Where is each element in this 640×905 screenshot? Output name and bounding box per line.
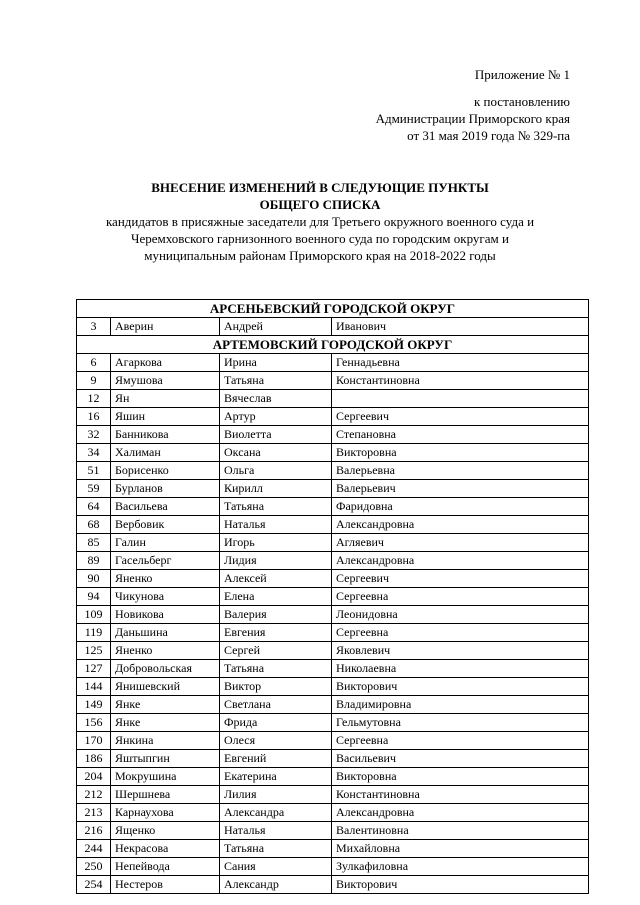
cell-name: Сергей [220, 642, 332, 660]
cell-patronymic: Владимировна [332, 696, 589, 714]
cell-number: 90 [77, 570, 111, 588]
cell-number: 85 [77, 534, 111, 552]
cell-number: 89 [77, 552, 111, 570]
cell-surname: Яненко [111, 570, 220, 588]
candidates-table [76, 299, 589, 894]
cell-surname: Некрасова [111, 840, 220, 858]
cell-name: Евгения [220, 624, 332, 642]
cell-name: Лидия [220, 552, 332, 570]
cell-surname: Даньшина [111, 624, 220, 642]
cell-name: Игорь [220, 534, 332, 552]
cell-patronymic: Сергеевна [332, 624, 589, 642]
cell-patronymic: Викторович [332, 678, 589, 696]
cell-name: Татьяна [220, 840, 332, 858]
table-row [77, 516, 589, 534]
cell-name: Алексей [220, 570, 332, 588]
cell-surname: Галин [111, 534, 220, 552]
cell-surname: Ян [111, 390, 220, 408]
cell-patronymic: Фаридовна [332, 498, 589, 516]
cell-patronymic: Иванович [332, 318, 589, 336]
cell-patronymic: Валентиновна [332, 822, 589, 840]
table-row [77, 786, 589, 804]
appendix-admin: Администрации Приморского края [375, 111, 570, 126]
cell-patronymic: Викторовна [332, 768, 589, 786]
section-title: АРСЕНЬЕВСКИЙ ГОРОДСКОЙ ОКРУГ [77, 300, 589, 318]
cell-number: 119 [77, 624, 111, 642]
appendix-header [376, 66, 570, 144]
cell-number: 213 [77, 804, 111, 822]
cell-surname: Гасельберг [111, 552, 220, 570]
section-header-row [77, 300, 589, 318]
table-row [77, 588, 589, 606]
table-row [77, 840, 589, 858]
cell-patronymic: Александровна [332, 804, 589, 822]
cell-number: 32 [77, 426, 111, 444]
section-header-row [77, 336, 589, 354]
table-row [77, 534, 589, 552]
cell-surname: Халиман [111, 444, 220, 462]
cell-surname: Янке [111, 696, 220, 714]
table-row [77, 498, 589, 516]
cell-surname: Ященко [111, 822, 220, 840]
cell-patronymic: Сергеевич [332, 570, 589, 588]
table-row [77, 408, 589, 426]
cell-name: Екатерина [220, 768, 332, 786]
cell-surname: Яненко [111, 642, 220, 660]
cell-surname: Новикова [111, 606, 220, 624]
cell-number: 170 [77, 732, 111, 750]
table-row [77, 876, 589, 894]
cell-surname: Вербовик [111, 516, 220, 534]
cell-patronymic: Николаевна [332, 660, 589, 678]
title-line-2: ОБЩЕГО СПИСКА [259, 197, 381, 212]
cell-number: 149 [77, 696, 111, 714]
table-row [77, 696, 589, 714]
cell-surname: Карнаухова [111, 804, 220, 822]
title-line-3: кандидатов в присяжные заседатели для Третьего окружного военного суда и [105, 214, 535, 229]
cell-name: Виолетта [220, 426, 332, 444]
cell-number: 68 [77, 516, 111, 534]
cell-number: 186 [77, 750, 111, 768]
cell-surname: Мокрушина [111, 768, 220, 786]
table-row [77, 444, 589, 462]
table-row [77, 624, 589, 642]
cell-surname: Яштыпгин [111, 750, 220, 768]
document-title [40, 179, 600, 264]
cell-name: Наталья [220, 822, 332, 840]
table-row [77, 858, 589, 876]
table-row [77, 732, 589, 750]
cell-name: Кирилл [220, 480, 332, 498]
cell-patronymic: Степановна [332, 426, 589, 444]
cell-surname: Агаркова [111, 354, 220, 372]
cell-number: 3 [77, 318, 111, 336]
cell-name: Лилия [220, 786, 332, 804]
cell-surname: Борисенко [111, 462, 220, 480]
cell-patronymic: Сергеевна [332, 732, 589, 750]
cell-number: 9 [77, 372, 111, 390]
cell-surname: Ямушова [111, 372, 220, 390]
cell-surname: Янке [111, 714, 220, 732]
cell-patronymic: Александровна [332, 516, 589, 534]
cell-surname: Васильева [111, 498, 220, 516]
table-row [77, 480, 589, 498]
cell-number: 109 [77, 606, 111, 624]
table-row [77, 714, 589, 732]
cell-name: Александр [220, 876, 332, 894]
cell-number: 254 [77, 876, 111, 894]
table-row [77, 552, 589, 570]
title-line-4: Черемховского гарнизонного военного суда по городским округам и [131, 231, 509, 246]
cell-name: Фрида [220, 714, 332, 732]
cell-number: 51 [77, 462, 111, 480]
cell-number: 156 [77, 714, 111, 732]
cell-name: Елена [220, 588, 332, 606]
appendix-to: к постановлению [473, 94, 570, 109]
cell-number: 204 [77, 768, 111, 786]
cell-name: Ирина [220, 354, 332, 372]
appendix-number: Приложение № 1 [474, 67, 570, 82]
cell-patronymic: Агляевич [332, 534, 589, 552]
cell-patronymic: Леонидовна [332, 606, 589, 624]
table-row [77, 822, 589, 840]
cell-patronymic: Васильевич [332, 750, 589, 768]
cell-number: 125 [77, 642, 111, 660]
cell-patronymic: Яковлевич [332, 642, 589, 660]
table-row [77, 318, 589, 336]
cell-name: Светлана [220, 696, 332, 714]
table-row [77, 804, 589, 822]
cell-name: Артур [220, 408, 332, 426]
cell-name: Татьяна [220, 498, 332, 516]
table-row [77, 390, 589, 408]
title-line-5: муниципальным районам Приморского края на 2018-2022 годы [144, 248, 496, 263]
cell-patronymic: Викторович [332, 876, 589, 894]
cell-number: 64 [77, 498, 111, 516]
cell-patronymic [332, 390, 589, 408]
cell-name: Наталья [220, 516, 332, 534]
cell-patronymic: Зулкафиловна [332, 858, 589, 876]
cell-number: 144 [77, 678, 111, 696]
cell-number: 244 [77, 840, 111, 858]
cell-surname: Чикунова [111, 588, 220, 606]
cell-name: Александра [220, 804, 332, 822]
cell-number: 127 [77, 660, 111, 678]
cell-number: 250 [77, 858, 111, 876]
cell-patronymic: Геннадьевна [332, 354, 589, 372]
cell-number: 6 [77, 354, 111, 372]
cell-number: 212 [77, 786, 111, 804]
cell-patronymic: Александровна [332, 552, 589, 570]
cell-name: Вячеслав [220, 390, 332, 408]
appendix-date: от 31 мая 2019 года № 329-па [407, 128, 570, 143]
cell-number: 34 [77, 444, 111, 462]
cell-number: 16 [77, 408, 111, 426]
table-row [77, 372, 589, 390]
table-row [77, 768, 589, 786]
cell-surname: Добровольская [111, 660, 220, 678]
title-line-1: ВНЕСЕНИЕ ИЗМЕНЕНИЙ В СЛЕДУЮЩИЕ ПУНКТЫ [151, 180, 489, 195]
cell-patronymic: Валерьевич [332, 480, 589, 498]
table-row [77, 750, 589, 768]
cell-name: Евгений [220, 750, 332, 768]
cell-name: Олеся [220, 732, 332, 750]
cell-patronymic: Сергеевич [332, 408, 589, 426]
cell-name: Татьяна [220, 372, 332, 390]
cell-number: 12 [77, 390, 111, 408]
table-row [77, 570, 589, 588]
cell-surname: Аверин [111, 318, 220, 336]
cell-surname: Бурланов [111, 480, 220, 498]
table-row [77, 678, 589, 696]
cell-name: Оксана [220, 444, 332, 462]
cell-name: Ольга [220, 462, 332, 480]
cell-surname: Яшин [111, 408, 220, 426]
table-row [77, 606, 589, 624]
cell-name: Виктор [220, 678, 332, 696]
cell-name: Валерия [220, 606, 332, 624]
table-row [77, 354, 589, 372]
cell-number: 216 [77, 822, 111, 840]
table-row [77, 426, 589, 444]
table-row [77, 642, 589, 660]
cell-name: Татьяна [220, 660, 332, 678]
table-row [77, 462, 589, 480]
cell-surname: Шершнева [111, 786, 220, 804]
cell-patronymic: Михайловна [332, 840, 589, 858]
cell-surname: Янкина [111, 732, 220, 750]
cell-surname: Нестеров [111, 876, 220, 894]
cell-surname: Непейвода [111, 858, 220, 876]
cell-patronymic: Константиновна [332, 786, 589, 804]
section-title: АРТЕМОВСКИЙ ГОРОДСКОЙ ОКРУГ [77, 336, 589, 354]
cell-patronymic: Гельмутовна [332, 714, 589, 732]
cell-patronymic: Сергеевна [332, 588, 589, 606]
cell-surname: Янишевский [111, 678, 220, 696]
cell-number: 59 [77, 480, 111, 498]
cell-surname: Банникова [111, 426, 220, 444]
cell-patronymic: Викторовна [332, 444, 589, 462]
cell-number: 94 [77, 588, 111, 606]
cell-name: Андрей [220, 318, 332, 336]
cell-name: Сания [220, 858, 332, 876]
cell-patronymic: Константиновна [332, 372, 589, 390]
table-row [77, 660, 589, 678]
cell-patronymic: Валерьевна [332, 462, 589, 480]
